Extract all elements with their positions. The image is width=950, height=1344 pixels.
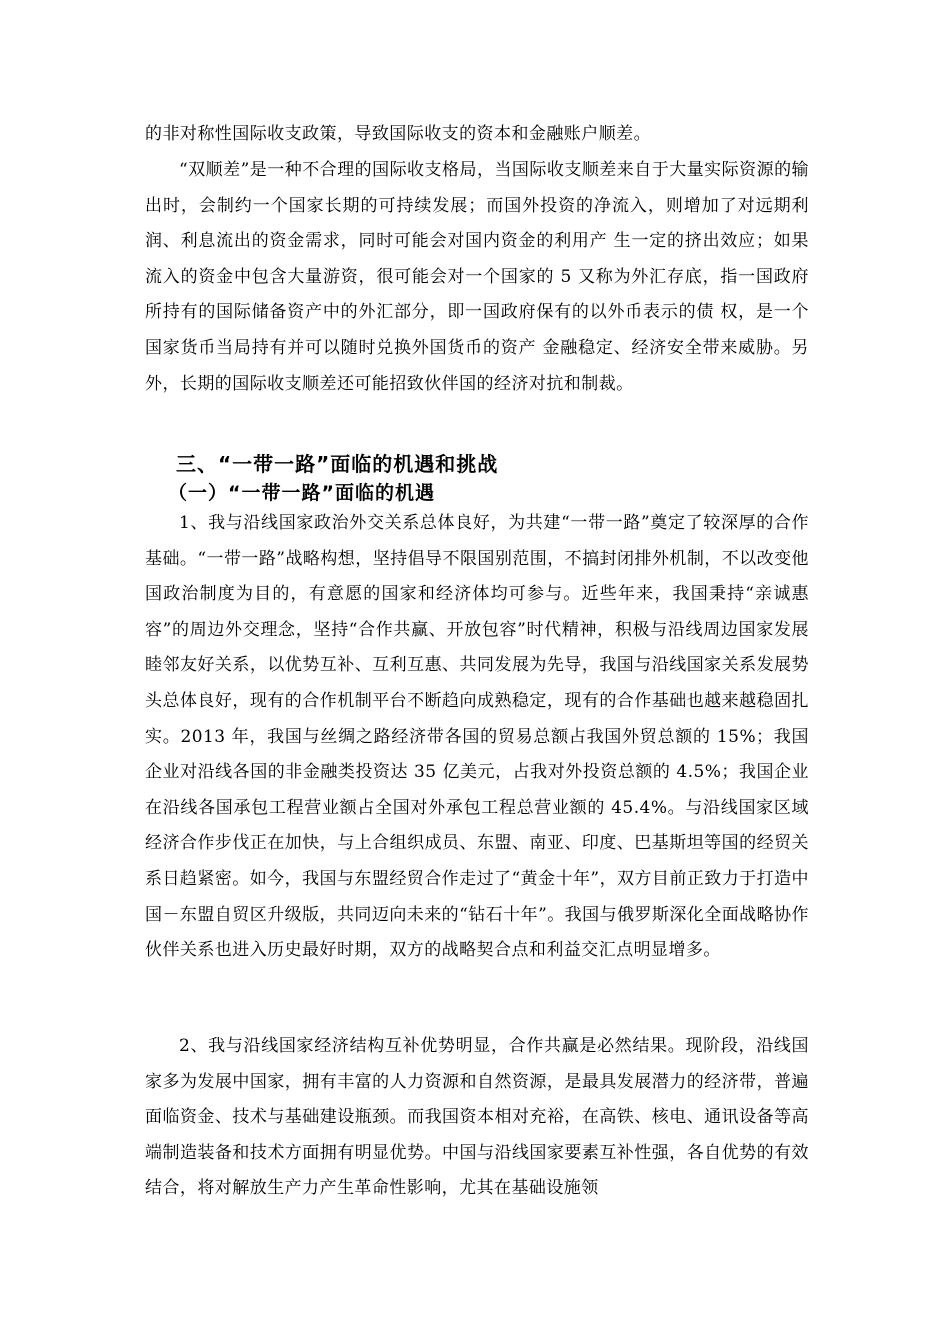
paragraph-double-surplus-block [145, 153, 809, 402]
subsection-heading: （一）“一带一路”面临的机遇 [168, 482, 435, 504]
paragraph-continuation-block [145, 117, 809, 153]
paragraph-double-surplus: “双顺差”是一种不合理的国际收支格局，当国际收支顺差来自于大量实际资源的输出时，会制约一个国家长期的可持续发展；而国外投资的净流入，则增加了对远期利润、利息流出的资金需求，同时可能会对国内资金的利用产 生一定的挤出效应；如果流入的资金中包含大量游资，很可能会对一个国家的 5 又称为外汇存底，指一国政府所持有的国际储备资产中的外汇部分，即一国政府保有的以外币表示的债 权，是一个国家货币当局持有并可以随时兑换外国货币的资产 金融稳定、经济安全带来威胁。另外，长期的国际收支顺差还可能招致伙伴国的经济对抗和制裁。 [145, 160, 809, 394]
section-heading: 三、“一带一路”面临的机遇和挑战 [176, 452, 499, 476]
paragraph-opportunity-2: 2、我与沿线国家经济结构互补优势明显，合作共赢是必然结果。现阶段，沿线国家多为发展中国家，拥有丰富的人力资源和自然资源，是最具发展潜力的经济带，普遍面临资金、技术与基础建设瓶颈。而我国资本相对充裕，在高铁、核电、通讯设备等高端制造装备和技术方面拥有明显优势。中国与沿线国家要素互补性强，各自优势的有效结合，将对解放生产力产生革命性影响，尤其在基础设施领 [145, 1036, 809, 1199]
paragraph-continuation: 的非对称性国际收支政策，导致国际收支的资本和金融账户顺差。 [145, 124, 652, 144]
paragraph-opportunity-2-block [145, 1029, 809, 1207]
paragraph-opportunity-1: 1、我与沿线国家政治外交关系总体良好，为共建“一带一路”奠定了较深厚的合作基础。“一带一路”战略构想，坚持倡导不限国别范围，不搞封闭排外机制，不以改变他国政治制度为目的，有意愿的国家和经济体均可参与。近些年来，我国秉持“亲诚惠容”的周边外交理念，坚持“合作共赢、开放包容”时代精神，积极与沿线周边国家发展睦邻友好关系，以优势互补、互利互惠、共同发展为先导，我国与沿线国家关系发展势头总体良好，现有的合作机制平台不断趋向成熟稳定，现有的合作基础也越来越稳固扎实。2013 年，我国与丝绸之路经济带各国的贸易总额占我国外贸总额的 15%；我国企业对沿线各国的非金融类投资达 35 亿美元，占我对外投资总额的 4.5%；我国企业在沿线各国承包工程营业额占全国对外承包工程总营业额的 45.4%。与沿线国家区域经济合作步伐正在加快，与上合组织成员、东盟、南亚、印度、巴基斯坦等国的经贸关系日趋紧密。如今，我国与东盟经贸合作走过了“黄金十年”，双方目前正致力于打造中国－东盟自贸区升级版，共同迈向未来的“钻石十年”。我国与俄罗斯深化全面战略协作伙伴关系也进入历史最好时期，双方的战略契合点和利益交汇点明显增多。 [145, 513, 809, 961]
paragraph-opportunity-1-block [145, 506, 809, 969]
